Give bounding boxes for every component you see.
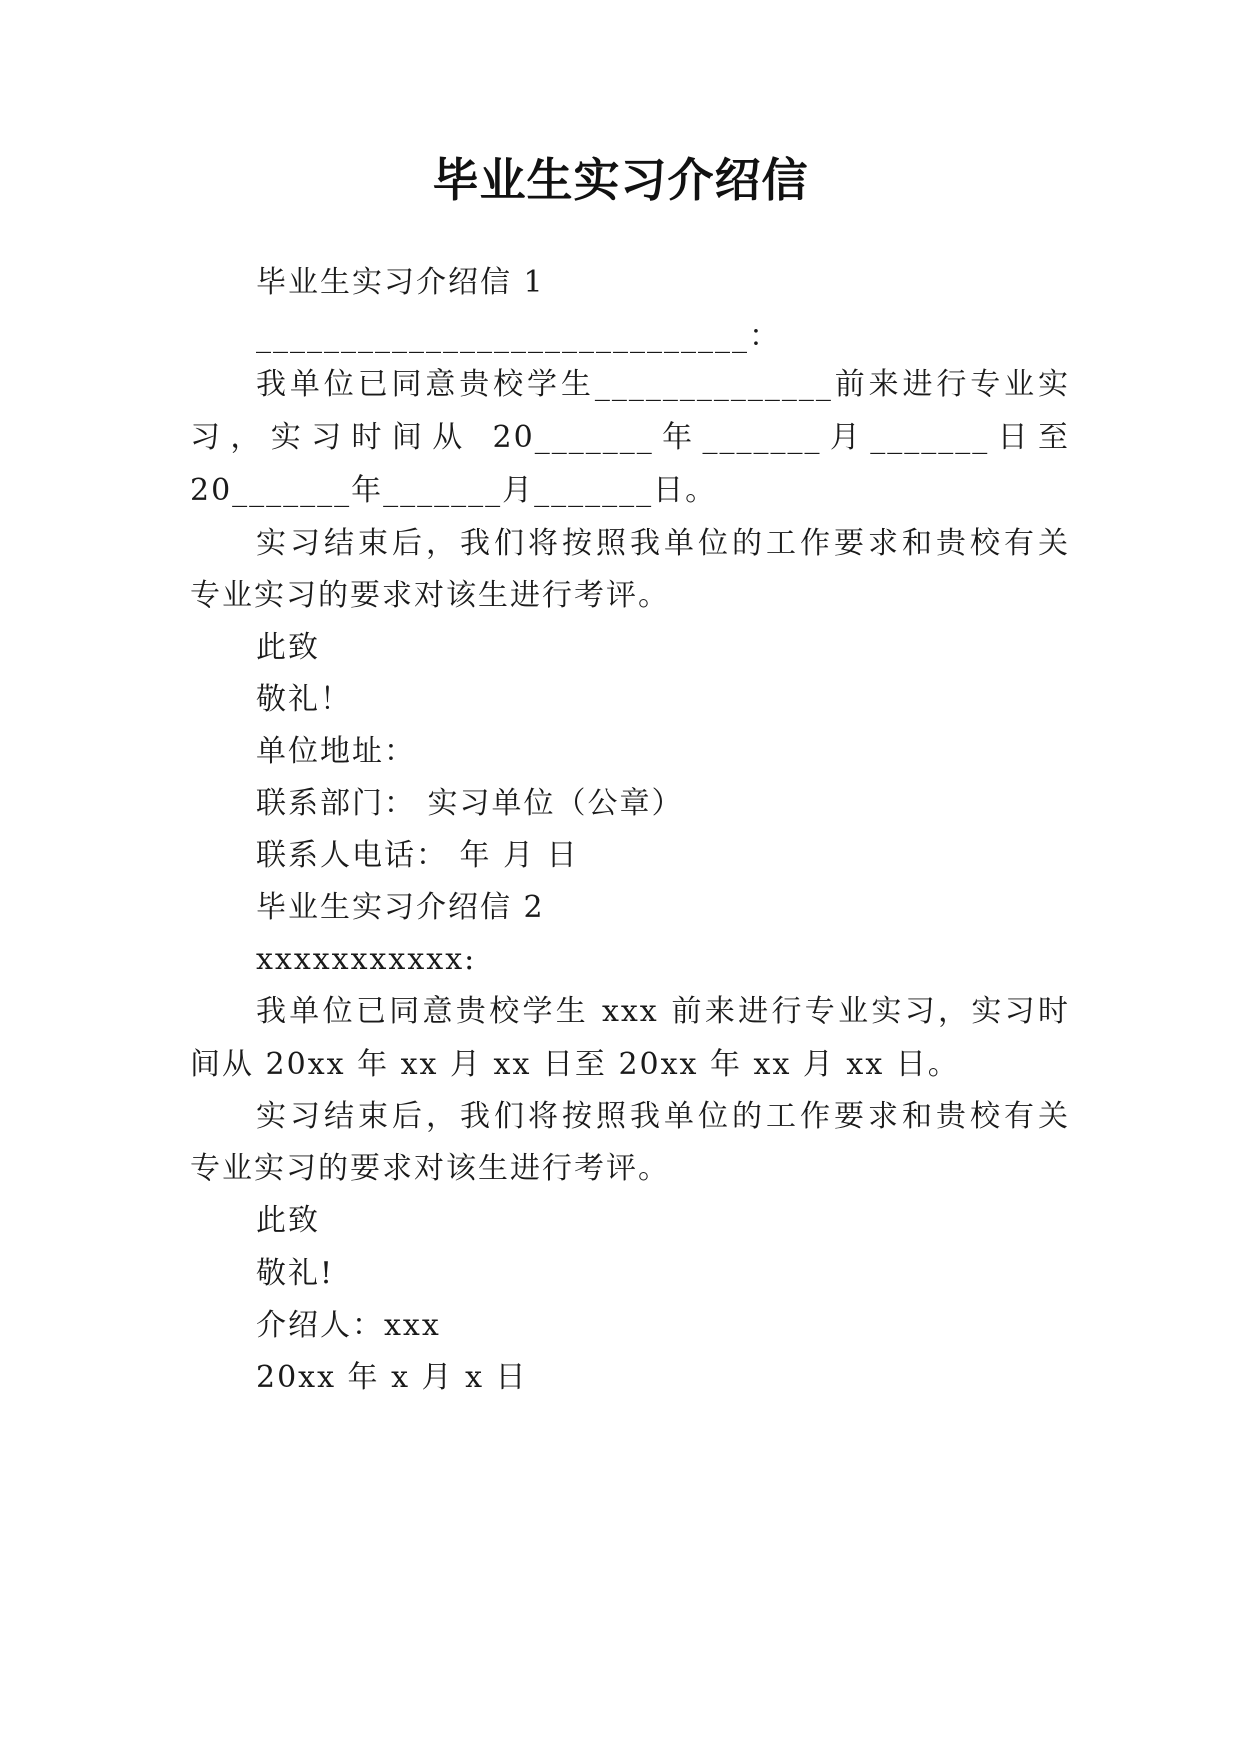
letter1-closing1: 此致 bbox=[256, 630, 320, 665]
document-title: 毕业生实习介绍信 bbox=[432, 153, 809, 207]
letter1-body2-line2: 专业实习的要求对该生进行考评。 bbox=[190, 578, 670, 613]
letter1-body2-line1: 实习结束后，我们将按照我单位的工作要求和贵校有关 bbox=[256, 526, 1070, 561]
letter2-body1-line1: 我单位已同意贵校学生 xxx 前来进行专业实习，实习时 bbox=[256, 994, 1070, 1029]
letter2-body1-line2: 间从 20xx 年 xx 月 xx 日至 20xx 年 xx 月 xx 日。 bbox=[190, 1047, 960, 1082]
letter2-closing1: 此致 bbox=[256, 1203, 320, 1238]
letter2-date: 20xx 年 x 月 x 日 bbox=[256, 1360, 528, 1395]
letter2-closing2: 敬礼! bbox=[256, 1256, 335, 1291]
letter1-heading: 毕业生实习介绍信 1 bbox=[256, 265, 545, 300]
letter2-body2-line2: 专业实习的要求对该生进行考评。 bbox=[190, 1151, 670, 1186]
letter1-salutation: _____________________________： bbox=[256, 319, 781, 354]
letter1-body1-line2: 习，实习时间从 20_______年_______月_______日至 bbox=[190, 420, 1070, 455]
letter1-address: 单位地址： bbox=[256, 734, 416, 769]
letter1-phone: 联系人电话： 年 月 日 bbox=[256, 838, 579, 873]
letter2-body2-line1: 实习结束后，我们将按照我单位的工作要求和贵校有关 bbox=[256, 1099, 1070, 1134]
letter1-body1-line1: 我单位已同意贵校学生______________前来进行专业实 bbox=[256, 367, 1070, 402]
letter2-introducer: 介绍人：xxx bbox=[256, 1308, 441, 1343]
letter1-closing2: 敬礼！ bbox=[256, 682, 352, 717]
letter1-body1-line3: 20_______年_______月_______日。 bbox=[190, 473, 718, 508]
letter2-salutation: xxxxxxxxxxx: bbox=[256, 942, 477, 977]
letter1-department: 联系部门： 实习单位（公章） bbox=[256, 786, 684, 821]
letter2-heading: 毕业生实习介绍信 2 bbox=[256, 890, 545, 925]
